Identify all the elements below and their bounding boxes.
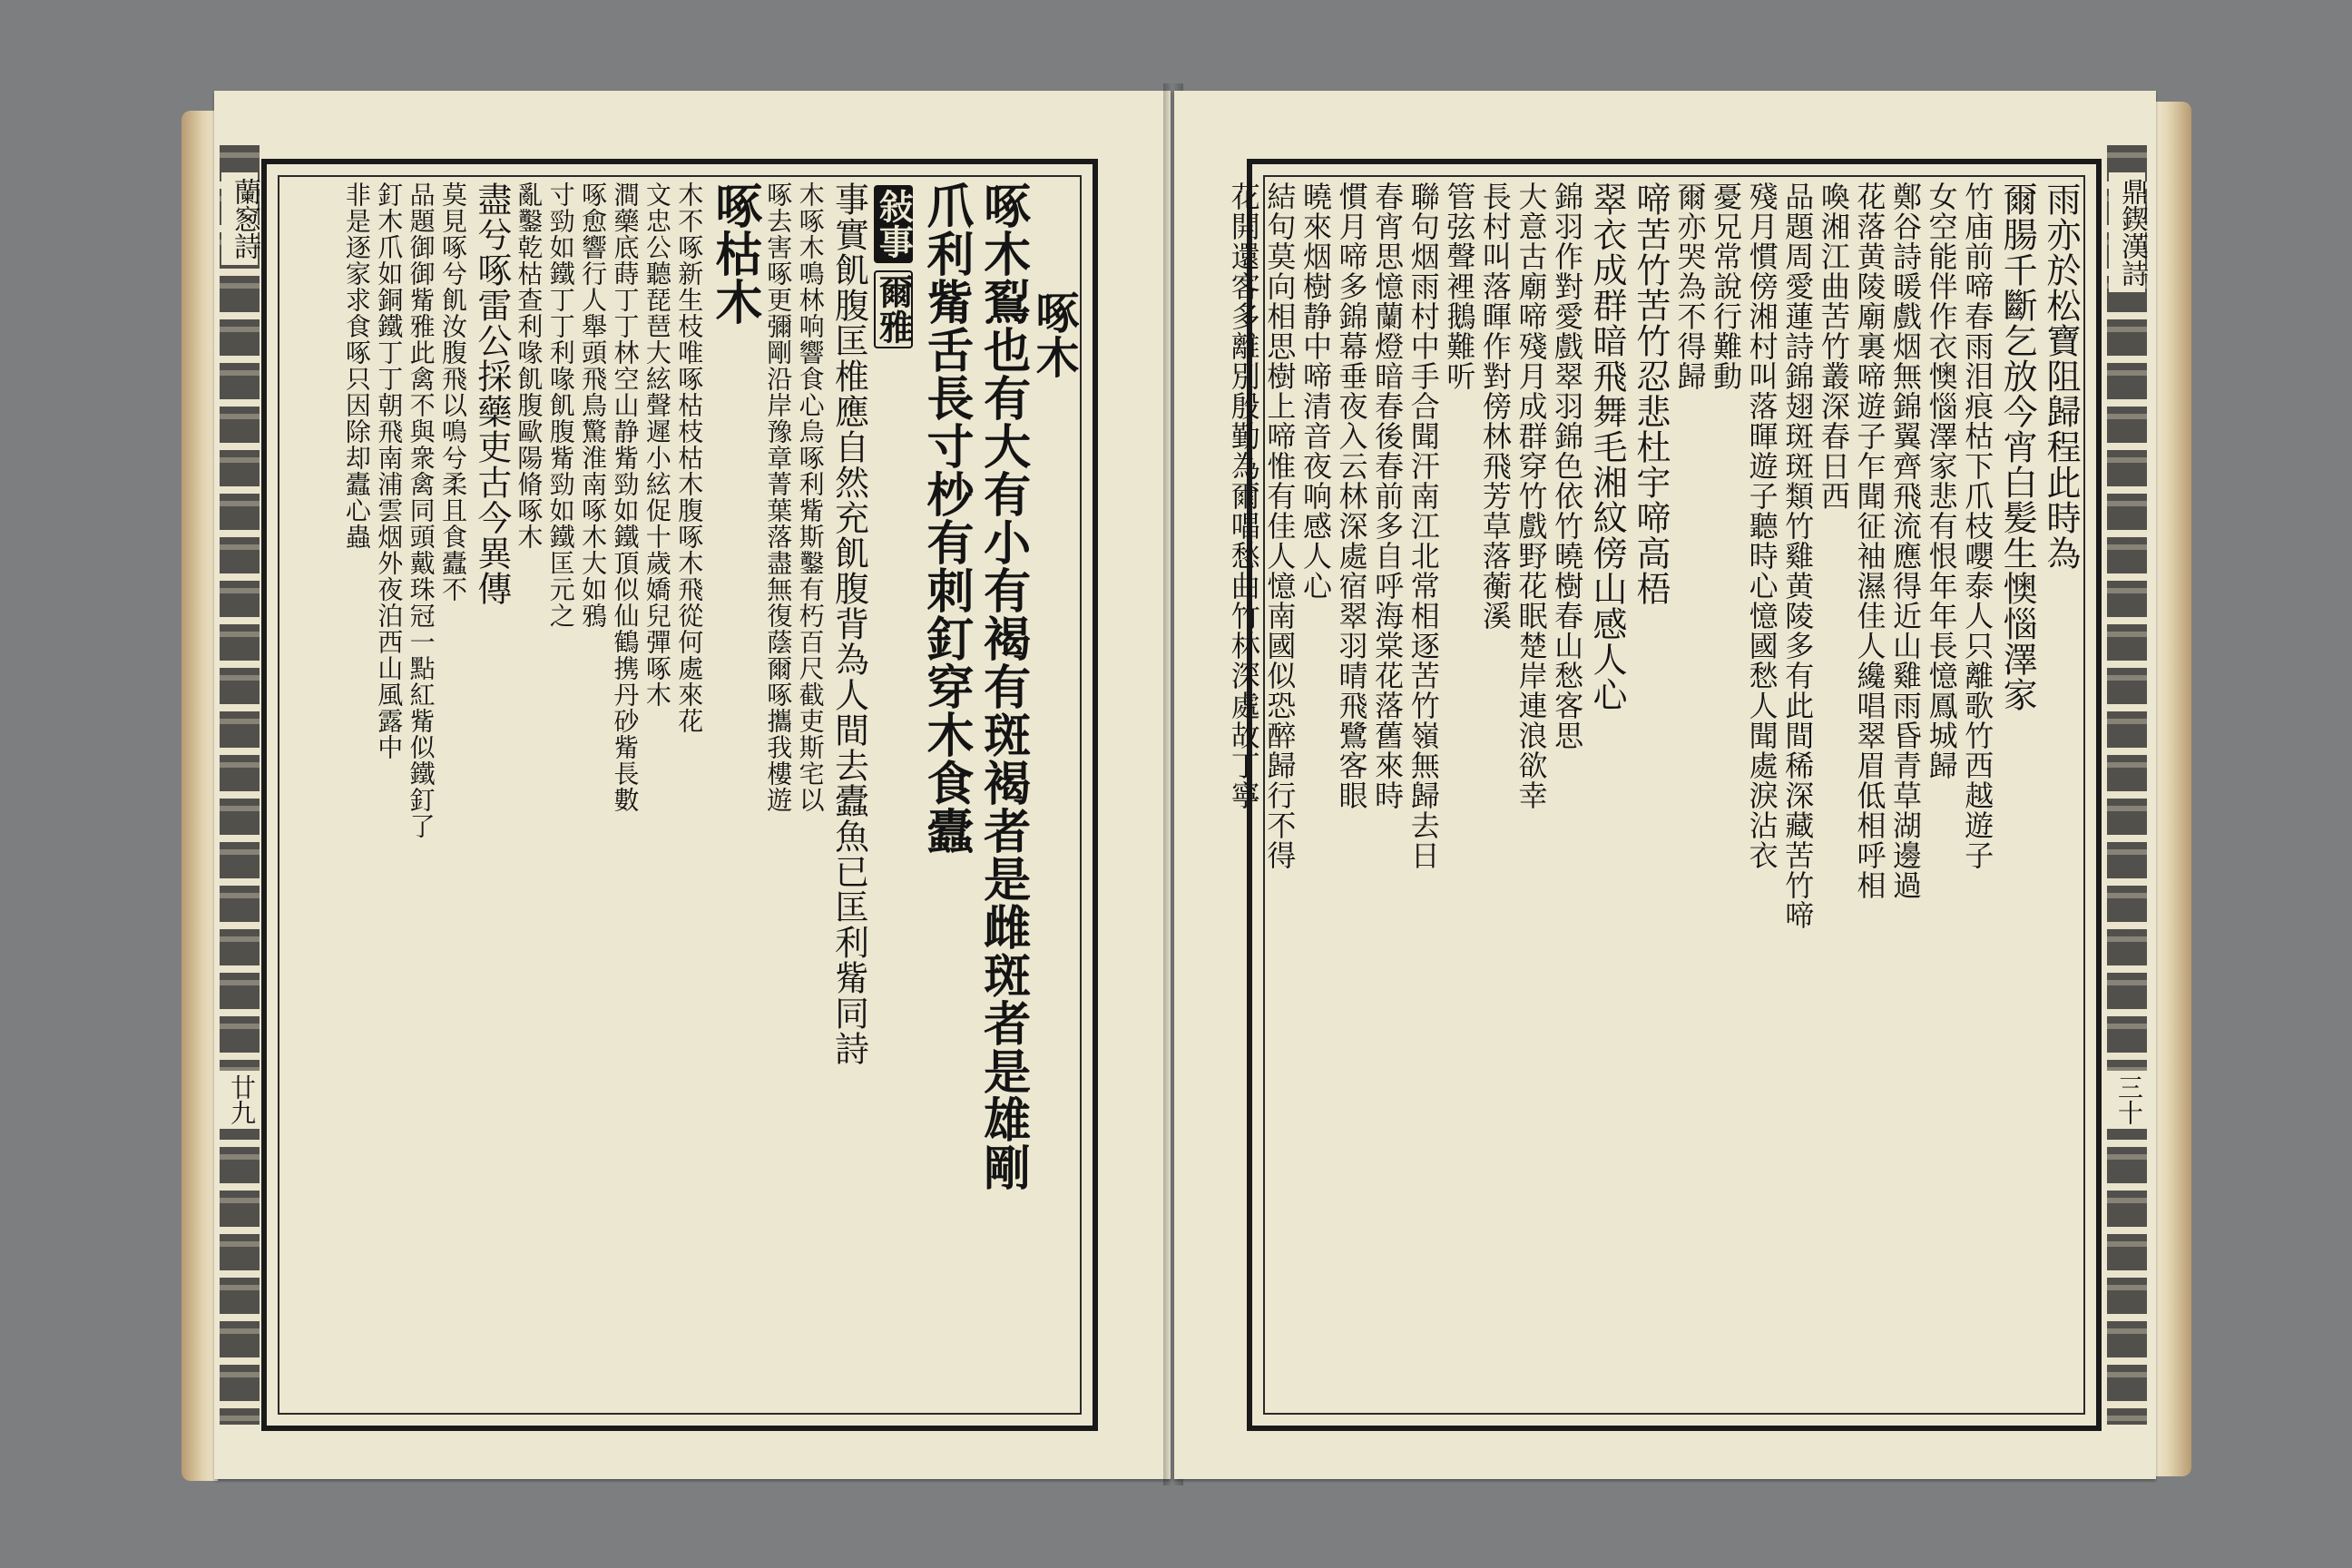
right-text-columns (1226, 181, 2082, 1406)
text-column: 亂鑿乾枯查利喙飢腹歐陽脩啄木 (514, 181, 544, 550)
fold-margin-title: 蘭䆫詩 (221, 172, 258, 265)
source-tag: 爾雅 (874, 270, 914, 348)
text-column: 殘月慣傍湘村叫落暉遊子聽時心憶國愁人聞處淚沾衣 (1744, 181, 1779, 870)
fold-margin-strip (2107, 145, 2147, 1425)
text-column: 啼苦竹苦竹忍悲杜宇啼高梧 (1630, 181, 1671, 606)
text-column: 啄去害啄更彌剛沿岸豫章菁葉落盡無復蔭爾啄攜我樓遊 (763, 181, 794, 813)
right-page-edges (2155, 102, 2191, 1476)
text-column: 女空能伴作衣懊惱澤家悲有恨年年長憶鳳城歸 (1924, 181, 1959, 780)
text-column: 大意古廟啼殘月成群穿竹戲野花眠楚岸連浪欲幸 (1514, 181, 1549, 810)
text-column: 啄枯木 (706, 181, 762, 326)
left-text-columns (278, 181, 1079, 1406)
text-column: 長村叫落暉作對傍林飛芳草落蘅溪 (1477, 181, 1513, 631)
text-column: 管弦聲裡鵝難听 (1442, 181, 1477, 391)
fold-margin-title: 鼎鍥漢詩 (2109, 172, 2145, 292)
text-column: 啄愈響行人舉頭飛鳥驚淮南啄木大如鴉 (578, 181, 609, 629)
text-column: 雨亦於松寶阻歸程此時為 (2041, 181, 2081, 571)
text-column: 非是逐家求食啄只因除却蠹心蟲 (341, 181, 372, 550)
text-column: 喚湘江曲苦竹叢深春日西 (1816, 181, 1851, 511)
fold-margin-strip (220, 145, 260, 1425)
text-column: 竹庙前啼春雨泪痕枯下爪枝嚶泰人只離歌竹西越遊子 (1960, 181, 1995, 870)
entry-heading: 啄木 (1028, 290, 1079, 379)
text-column: 錦羽作對愛戲翠羽錦色依竹曉樹春山愁客思 (1550, 181, 1585, 750)
left-page (214, 91, 1171, 1479)
folio-number: 三十 (2107, 1071, 2147, 1129)
text-column: 澗藥底蒔丁丁林空山静觜勁如鐵頂似仙鶴携丹砂觜長數 (610, 181, 641, 813)
text-column: 莫見啄兮飢汝腹飛以鳴兮柔且食蠹不 (438, 181, 469, 603)
text-column: 木不啄新生枝唯啄枯枝枯木腹啄木飛從何處來花 (674, 181, 705, 734)
text-column: 爾亦哭為不得歸 (1672, 181, 1708, 391)
text-column: 結句莫向相思樹上啼惟有佳人憶南國似恐醉歸行不得 (1262, 181, 1298, 870)
section-tag: 敍事 (874, 185, 914, 263)
folio-number: 廿九 (220, 1071, 260, 1129)
text-column: 曉來烟樹静中啼清音夜响感人心 (1298, 181, 1333, 601)
text-column: 憂兄常說行難動 (1709, 181, 1744, 391)
text-column: 花落黄陵廟裏啼遊子乍聞征袖濕佳人纔唱翠眉低相呼相 (1852, 181, 1887, 900)
text-column: 文忠公聽琵琶大絃聲遲小絃促十歲嬌兒彈啄木 (642, 181, 672, 708)
left-page-edges (181, 111, 218, 1481)
text-column: 花開還客多離別殷勤為爾唱愁曲竹林深處故丁寧 (1226, 181, 1261, 810)
text-column: 事實飢腹匡椎應自然充飢腹背為人間去蠹魚已匡利觜同詩 (828, 181, 869, 1066)
left-fold-margin (214, 91, 269, 1479)
text-column: 爪利觜舌長寸杪有刺釘穿木食蠹 (918, 181, 975, 855)
text-column: 聯句烟雨村中手合聞汗南江北常相逐苦竹嶺無歸去日 (1406, 181, 1441, 870)
text-column: 寸勁如鐵丁丁利喙飢腹觜勁如鐵匡元之 (545, 181, 576, 629)
text-column: 春宵思憶蘭燈暗春後春前多自呼海棠花落舊來時 (1370, 181, 1406, 810)
text-column: 慣月啼多錦幕垂夜入云林深處宿翠羽晴飛鷺客眼 (1334, 181, 1369, 810)
text-column: 品題周愛蓮詩錦翅斑斑類竹雞黄陵多有此間稀深藏苦竹啼 (1780, 181, 1816, 930)
text-column: 木啄木鳴林响響食心烏啄利觜斯鑿有朽百尺截吏斯宅以 (795, 181, 826, 813)
text-column: 鄭谷詩暖戲烟無錦翼齊飛流應得近山雞雨昏青草湖邊過 (1888, 181, 1924, 900)
text-column: 釘木爪如銅鐵丁丁朝飛南浦雲烟外夜泊西山風露中 (374, 181, 405, 760)
section-tags (870, 181, 917, 1406)
right-page (1174, 91, 2156, 1479)
text-column: 品題御御觜雅此禽不與衆禽同頭戴珠冠一點紅觜似鐵釘了 (406, 181, 436, 839)
text-column: 爾腸千斷乞放今宵白髪生懊惱澤家 (1997, 181, 2038, 712)
open-book (191, 74, 2182, 1490)
text-column: 翠衣成群暗飛舞毛湘紋傍山感人心 (1586, 181, 1627, 712)
text-column: 啄木鴷也有大有小有褐有斑褐者是雌斑者是雄剛 (975, 181, 1031, 1191)
text-column: 盡兮啄雷公採藥吏古今異傳 (471, 181, 512, 606)
right-fold-margin (2102, 91, 2156, 1479)
